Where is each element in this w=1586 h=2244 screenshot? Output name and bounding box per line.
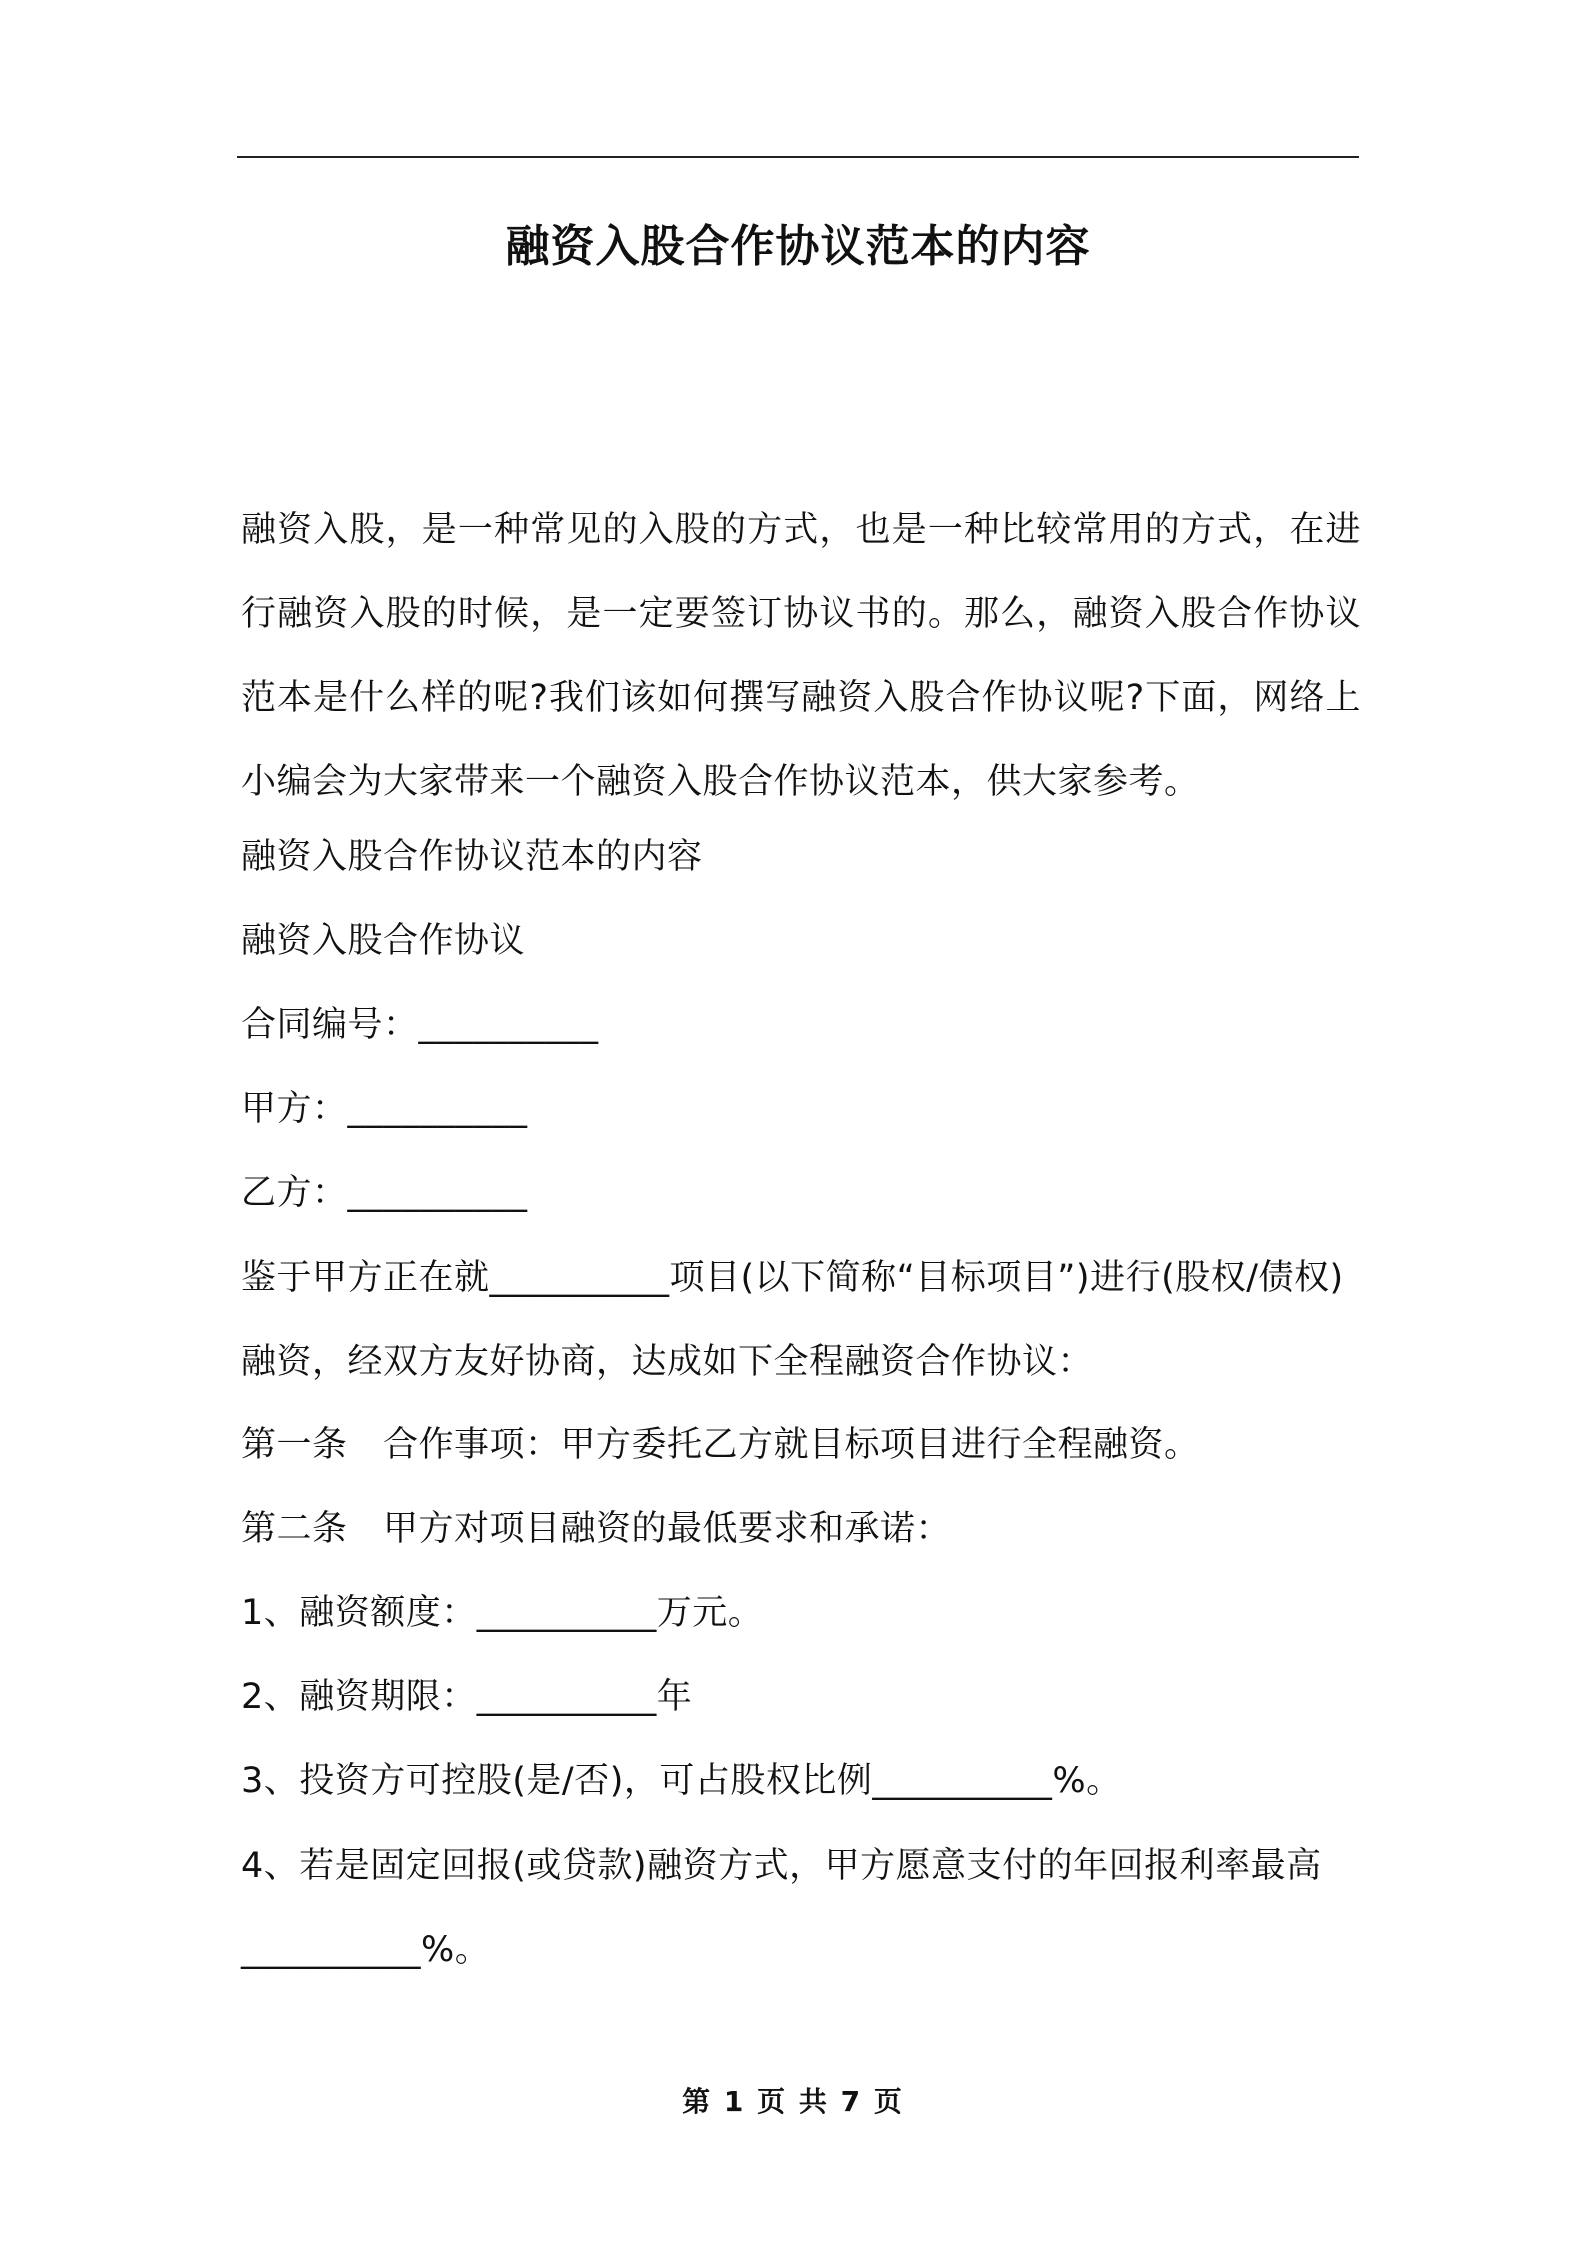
article-1-line: 第一条 合作事项：甲方委托乙方就目标项目进行全程融资。 [241,1425,1200,1465]
contract-number-line: 合同编号：__________ [241,1005,599,1045]
header-rule [237,156,1359,158]
article-2-line: 第二条 甲方对项目融资的最低要求和承诺： [241,1509,952,1549]
whereas-paragraph: 鉴于甲方正在就__________项目(以下简称“目标项目”)进行(股权/债权)融资，经双方友好协商，达成如下全程融资合作协议： [241,1258,1344,1382]
party-a-line: 甲方：__________ [241,1089,528,1129]
intro-paragraph: 融资入股，是一种常见的入股的方式，也是一种比较常用的方式，在进行融资入股的时候，是一定要签订协议书的。那么，融资入股合作协议范本是什么样的呢?我们该如何撰写融资入股合作协议呢?下面，网络上小编会为大家带来一个融资入股合作协议范本，供大家参考。 [241,510,1361,802]
item-2-line: 2、融资期限：__________年 [241,1677,693,1717]
subtitle-line: 融资入股合作协议范本的内容 [241,837,703,877]
item-4-paragraph: 4、若是固定回报(或贷款)融资方式，甲方愿意支付的年回报利率最高__________%。 [241,1846,1322,1970]
item-1-line: 1、融资额度：__________万元。 [241,1593,764,1633]
page-footer: 第 1 页 共 7 页 [682,2085,904,2118]
agreement-name-line: 融资入股合作协议 [241,921,526,961]
document-title: 融资入股合作协议范本的内容 [505,221,1091,272]
item-3-line: 3、投资方可控股(是/否)，可占股权比例__________%。 [241,1761,1122,1801]
party-b-line: 乙方：__________ [241,1173,528,1213]
